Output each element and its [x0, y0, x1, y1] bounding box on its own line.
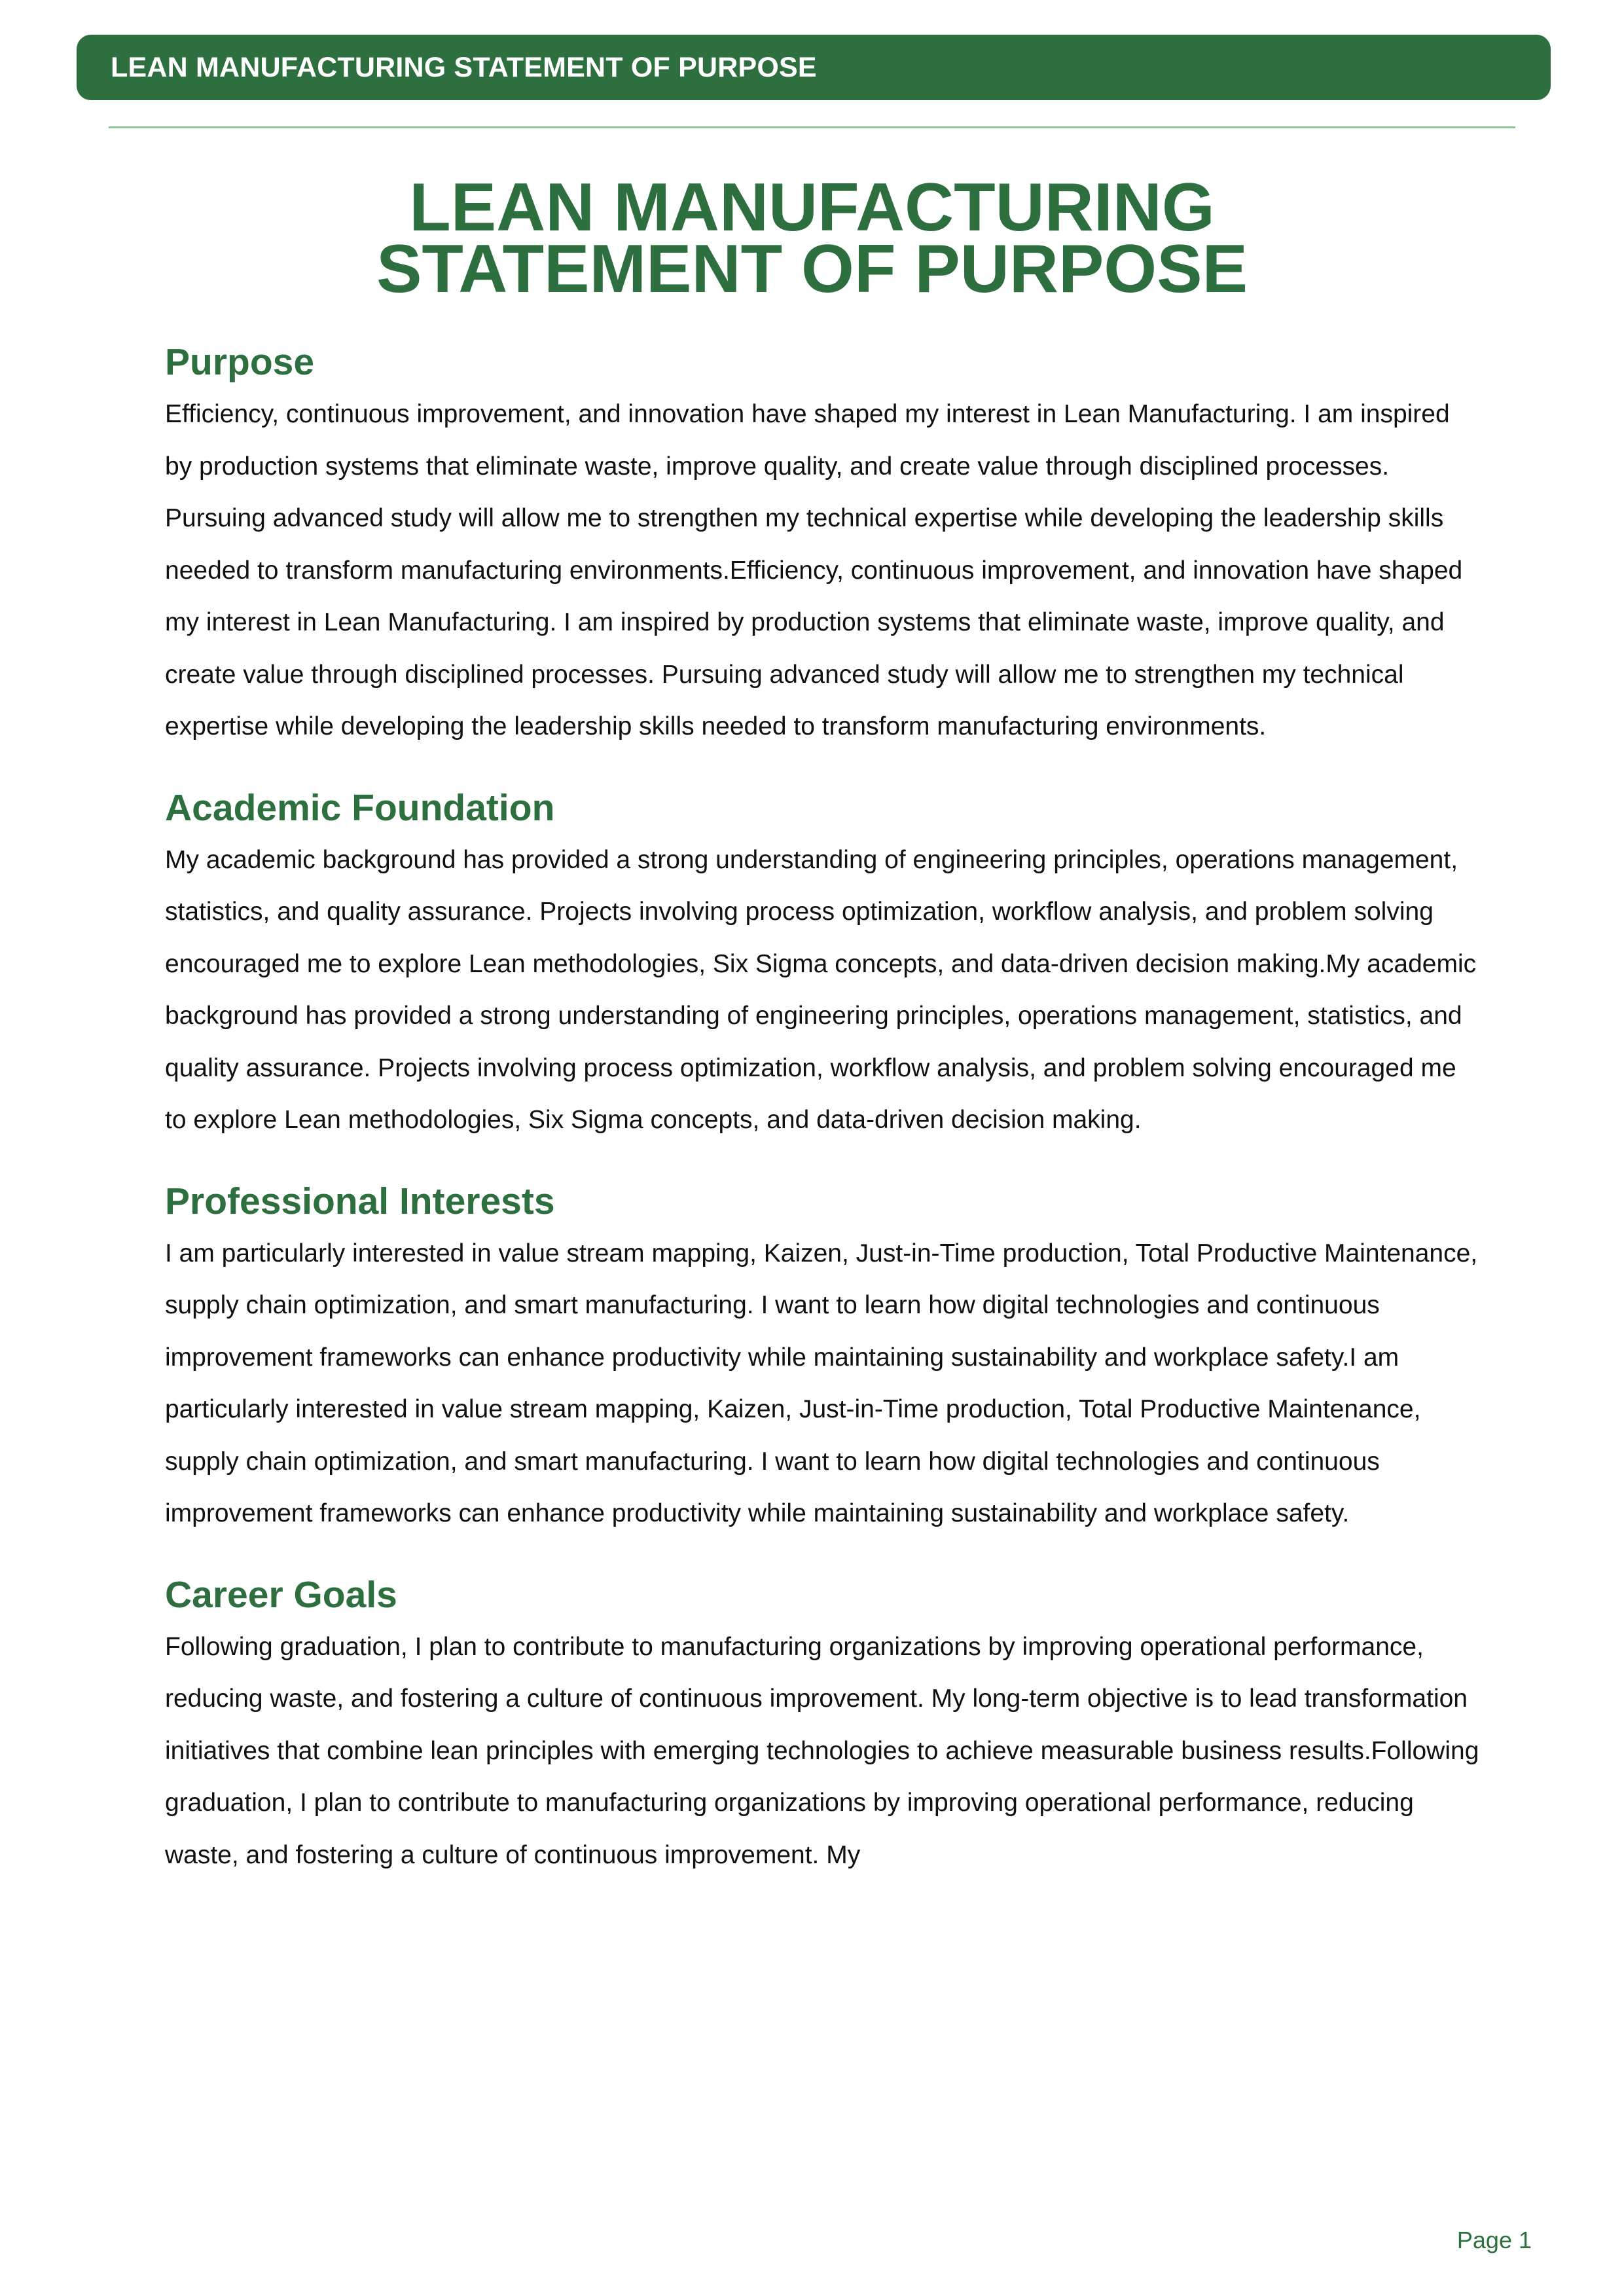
section-heading: Career Goals: [165, 1573, 397, 1616]
section-paragraph: My academic background has provided a strong understanding of engineering principles, operations management, statistics, and quality assurance. Projects involving process optimization, workflow analysis, and problem solving encouraged me to explore Lean methodologies, Six Sigma concepts, and data-driven decision making.My academic background has provided a strong understanding of engineering principles, operations management, statistics, and quality assurance. Projects involving process optimization, workflow analysis, and problem solving encouraged me to explore Lean methodologies, Six Sigma concepts, and data-driven decision making.: [165, 845, 1477, 1134]
section-paragraph: Following graduation, I plan to contribute to manufacturing organizations by improving operational performance, reducing waste, and fostering a culture of continuous improvement. My long-term objective is to lead transformation initiatives that combine lean principles with emerging technologies to achieve measurable business results.Following graduation, I plan to contribute to manufacturing organizations by improving operational performance, reducing waste, and fostering a culture of continuous improvement. My: [165, 1632, 1479, 1869]
header-bar: [77, 35, 1551, 100]
section-paragraph: I am particularly interested in value stream mapping, Kaizen, Just-in-Time production, Total Productive Maintenance, supply chain optimization, and smart manufacturing. I want to learn how digital technologies and continuous improvement frameworks can enhance productivity while maintaining sustainability and workplace safety.I am particularly interested in value stream mapping, Kaizen, Just-in-Time production, Total Productive Maintenance, supply chain optimization, and smart manufacturing. I want to learn how digital technologies and continuous improvement frameworks can enhance productivity while maintaining sustainability and workplace safety.: [165, 1239, 1478, 1527]
section-academic-foundation: [165, 782, 1481, 1146]
page-number: Page 1: [1456, 2227, 1532, 2253]
header-title: LEAN MANUFACTURING STATEMENT OF PURPOSE: [111, 51, 817, 83]
section-paragraph: Efficiency, continuous improvement, and innovation have shaped my interest in Lean Manufacturing. I am inspired by production systems that eliminate waste, improve quality, and create value through disciplined processes. Pursuing advanced study will allow me to strengthen my technical expertise while developing the leadership skills needed to transform manufacturing environments.Efficiency, continuous improvement, and innovation have shaped my interest in Lean Manufacturing. I am inspired by production systems that eliminate waste, improve quality, and create value through disciplined processes. Pursuing advanced study will allow me to strengthen my technical expertise while developing the leadership skills needed to transform manufacturing environments.: [165, 400, 1463, 740]
section-career-goals: [165, 1569, 1481, 1882]
section-professional-interests: [165, 1175, 1481, 1540]
section-heading: Purpose: [165, 341, 315, 383]
document-body: [165, 336, 1481, 1910]
document-title-line-2: STATEMENT OF PURPOSE: [376, 231, 1248, 307]
header-divider: [109, 126, 1515, 128]
section-heading: Academic Foundation: [165, 786, 555, 829]
section-purpose: [165, 336, 1481, 753]
section-heading: Professional Interests: [165, 1180, 555, 1222]
document-title-line-1: LEAN MANUFACTURING: [409, 170, 1215, 246]
document-title: [0, 170, 1624, 307]
